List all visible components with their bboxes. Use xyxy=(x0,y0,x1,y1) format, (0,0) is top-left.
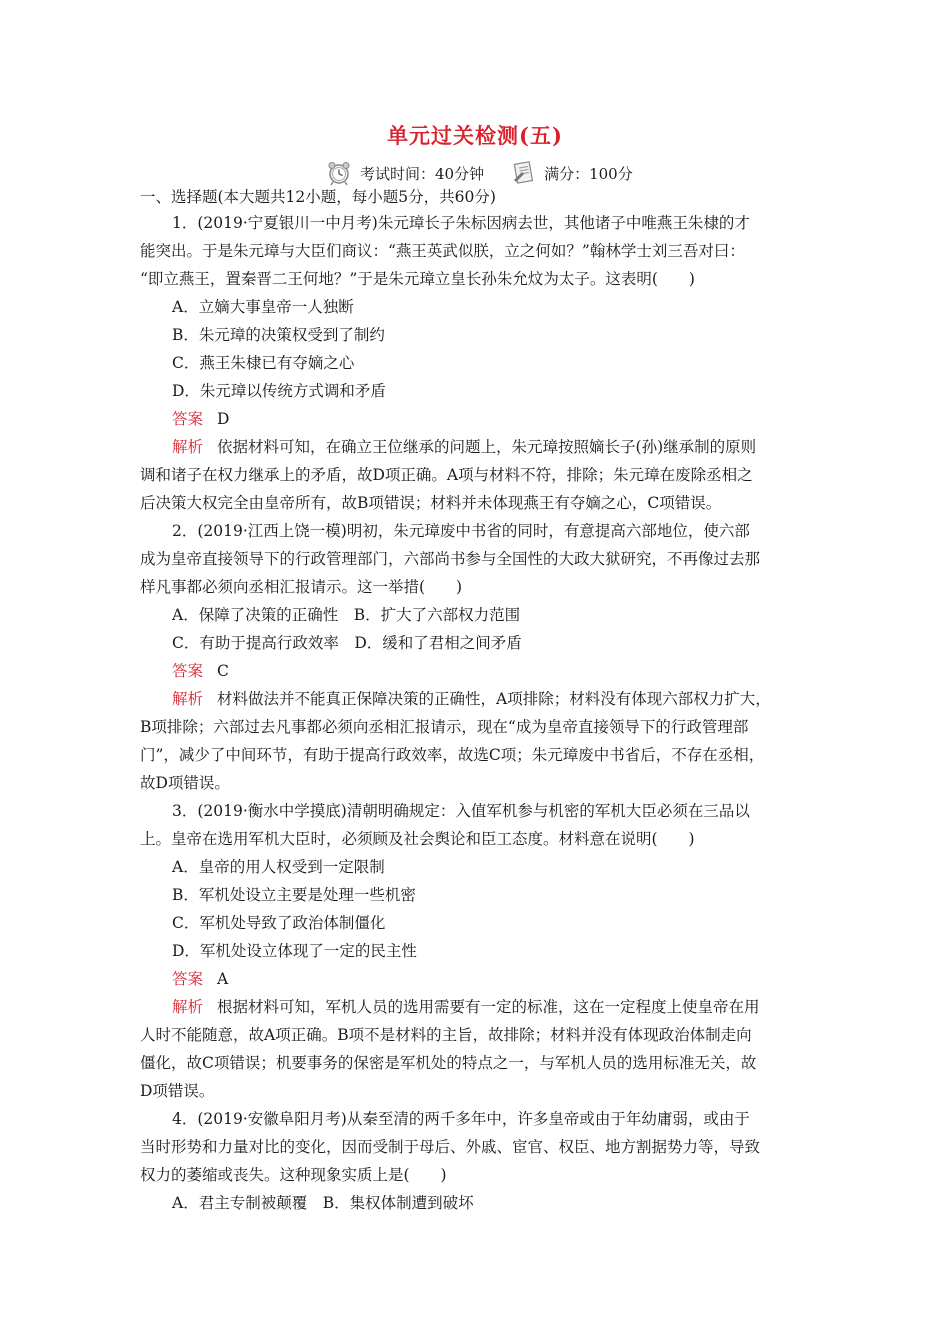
answer-value: D xyxy=(217,410,230,428)
answer-row xyxy=(172,405,852,433)
analysis-label: 解析 xyxy=(172,438,204,456)
analysis-text: 材料做法并不能真正保障决策的正确性，A项排除；材料没有体现六部权力扩大， xyxy=(217,690,771,708)
option-d: D．军机处设立体现了一定的民主性 xyxy=(172,942,417,960)
option-c: C．燕王朱棣已有夺嫡之心 xyxy=(172,354,355,372)
analysis-row xyxy=(172,685,852,713)
option-d: D．朱元璋以传统方式调和矛盾 xyxy=(172,382,386,400)
analysis-text: 僵化，故C项错误；机要事务的保密是军机处的特点之一，与军机人员的选用标准无关，故 xyxy=(140,1054,757,1072)
analysis-label: 解析 xyxy=(172,998,204,1016)
option-a: A．皇帝的用人权受到一定限制 xyxy=(172,858,385,876)
answer-label: 答案 xyxy=(172,410,204,428)
analysis-text: D项错误。 xyxy=(140,1082,215,1100)
analysis-text: 调和诸子在权力继承上的矛盾，故D项正确。A项与材料不符，排除；朱元璋在废除丞相之 xyxy=(140,466,753,484)
section-header: 一、选择题(本大题共12小题，每小题5分，共60分) xyxy=(140,188,496,206)
question-2-line: 样凡事都必须向丞相汇报请示。这一举措( ) xyxy=(140,578,463,596)
answer-label: 答案 xyxy=(172,662,204,680)
question-1-line: 1．(2019·宁夏银川一中月考)朱元璋长子朱标因病去世，其他诸子中唯燕王朱棣的才 xyxy=(172,214,750,232)
analysis-text: 后决策大权完全由皇帝所有，故B项错误；材料并未体现燕王有夺嫡之心，C项错误。 xyxy=(140,494,722,512)
option-b: B．朱元璋的决策权受到了制约 xyxy=(172,326,385,344)
answer-value: A xyxy=(217,970,229,988)
question-2-line: 2．(2019·江西上饶一模)明初，朱元璋废中书省的同时，有意提高六部地位，使六部 xyxy=(172,522,750,540)
analysis-text: 根据材料可知，军机人员的选用需要有一定的标准，这在一定程度上使皇帝在用 xyxy=(217,998,760,1016)
question-4-line: 权力的萎缩或丧失。这种现象实质上是( ) xyxy=(140,1166,447,1184)
question-1-line: “即立燕王，置秦晋二王何地？”于是朱元璋立皇长孙朱允炆为太子。这表明( ) xyxy=(140,270,695,288)
question-1-line: 能突出。于是朱元璋与大臣们商议：“燕王英武似朕，立之何如？”翰林学士刘三吾对曰： xyxy=(140,242,745,260)
question-4-line: 当时形势和力量对比的变化，因而受制于母后、外戚、宦官、权臣、地方割据势力等，导致 xyxy=(140,1138,761,1156)
option-b: B．军机处设立主要是处理一些机密 xyxy=(172,886,416,904)
option-a-b: A．君主专制被颠覆 B．集权体制遭到破坏 xyxy=(172,1194,474,1212)
answer-row xyxy=(172,657,852,685)
analysis-text: 依据材料可知，在确立王位继承的问题上，朱元璋按照嫡长子(孙)继承制的原则 xyxy=(217,438,757,456)
exam-score: 满分：100分 xyxy=(544,164,633,183)
exam-time: 考试时间：40分钟 xyxy=(360,164,485,183)
answer-value: C xyxy=(217,662,229,680)
option-c-d: C．有助于提高行政效率 D．缓和了君相之间矛盾 xyxy=(172,634,522,652)
analysis-text: 故D项错误。 xyxy=(140,774,230,792)
answer-row xyxy=(172,965,852,993)
analysis-row xyxy=(172,433,852,461)
analysis-text: 门”，减少了中间环节，有助于提高行政效率，故选C项；朱元璋废中书省后，不存在丞相， xyxy=(140,746,765,764)
question-3-line: 上。皇帝在选用军机大臣时，必须顾及社会舆论和臣工态度。材料意在说明( ) xyxy=(140,830,695,848)
option-c: C．军机处导致了政治体制僵化 xyxy=(172,914,386,932)
option-a: A．立嫡大事皇帝一人独断 xyxy=(172,298,354,316)
analysis-text: B项排除；六部过去凡事都必须向丞相汇报请示，现在“成为皇帝直接领导下的行政管理部 xyxy=(140,718,749,736)
analysis-text: 人时不能随意，故A项正确。B项不是材料的主旨，故排除；材料并没有体现政治体制走向 xyxy=(140,1026,752,1044)
analysis-label: 解析 xyxy=(172,690,204,708)
question-2-line: 成为皇帝直接领导下的行政管理部门，六部尚书参与全国性的大政大狱研究，不再像过去那 xyxy=(140,550,761,568)
answer-label: 答案 xyxy=(172,970,204,988)
option-a-b: A．保障了决策的正确性 B．扩大了六部权力范围 xyxy=(172,606,521,624)
analysis-row xyxy=(172,993,852,1021)
question-4-line: 4．(2019·安徽阜阳月考)从秦至清的两千多年中，许多皇帝或由于年幼庸弱，或由于 xyxy=(172,1110,750,1128)
question-3-line: 3．(2019·衡水中学摸底)清朝明确规定：入值军机参与机密的军机大臣必须在三品以 xyxy=(172,802,750,820)
page-title: 单元过关检测(五) xyxy=(387,123,563,148)
